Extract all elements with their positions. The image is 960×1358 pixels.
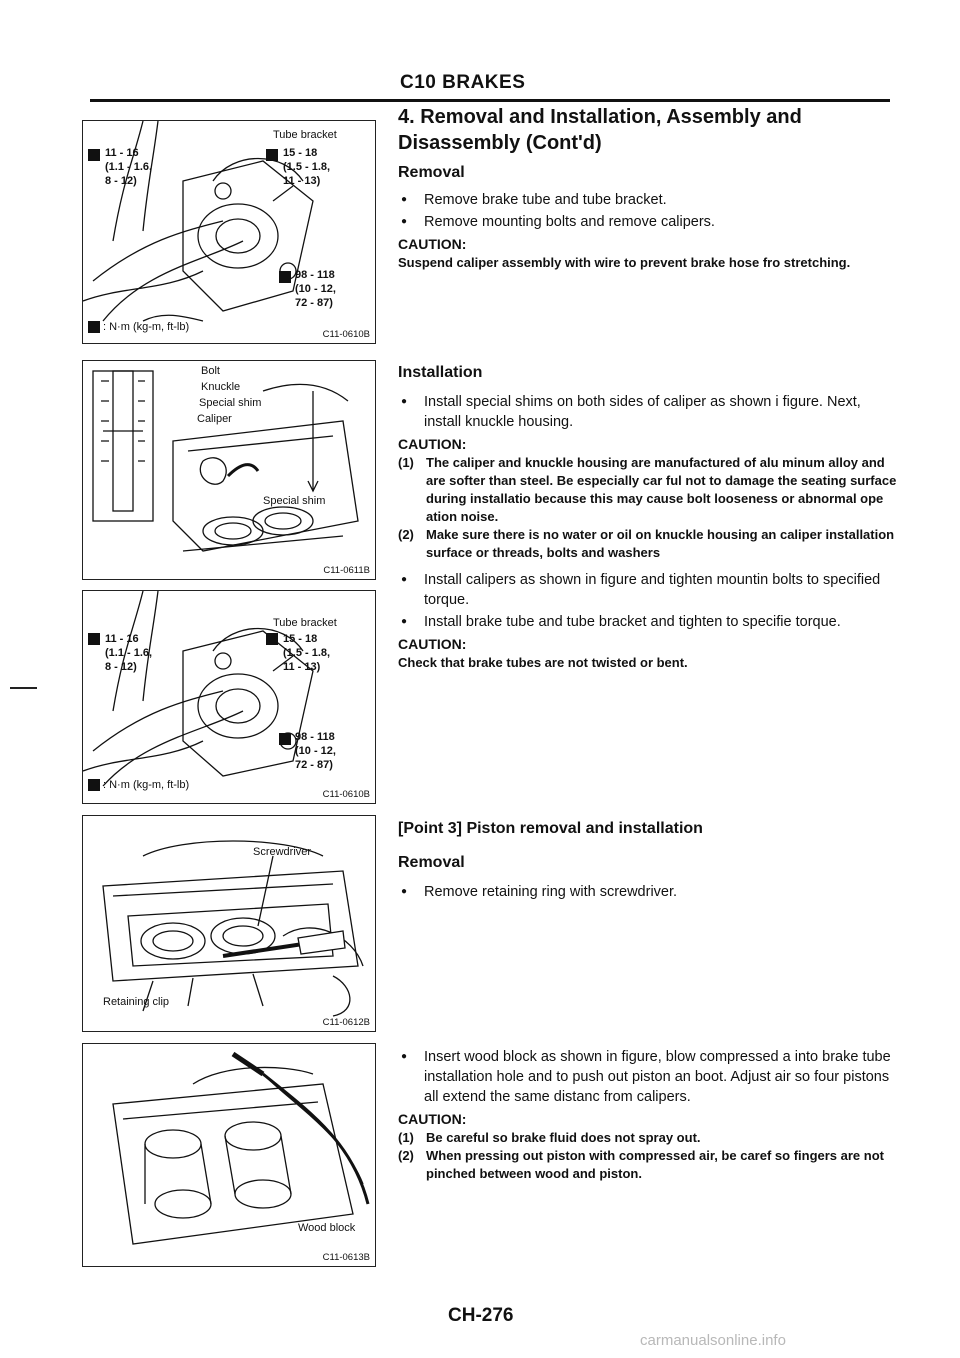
removal-step-2: ● Remove mounting bolts and remove calipers.	[398, 212, 898, 232]
figure-knuckle-shim	[82, 360, 376, 580]
knuckle-label: Knuckle	[201, 381, 241, 393]
figure-code: C11-0610B	[322, 329, 370, 340]
torque-left-2: (1.1 - 1.6,	[105, 647, 153, 659]
figure-caliper-torque-2	[82, 590, 376, 804]
retaining-clip-label: Retaining clip	[103, 996, 170, 1008]
torque-bottom-3: 72 - 87)	[295, 297, 333, 309]
figure-retaining-clip	[82, 815, 376, 1032]
caution-text: Make sure there is no water or oil on knuckle housing an caliper installation surface or threads, bolts and washers	[426, 527, 895, 560]
caution-text: Be careful so brake fluid does not spray out.	[426, 1130, 701, 1145]
torque-left-1: 11 - 16	[105, 147, 139, 159]
section-title-line1: 4. Removal and Installation, Assembly and	[398, 106, 802, 128]
removal-caution-label: CAUTION:	[398, 236, 467, 252]
torque-bottom-2: (10 - 12,	[295, 283, 336, 295]
torque-bottom-2: (10 - 12,	[295, 745, 336, 757]
margin-dash	[10, 687, 37, 689]
figure-code: C11-0612B	[322, 1017, 370, 1028]
installation-caution2-text: Check that brake tubes are not twisted or bent.	[398, 655, 688, 670]
section-header: C10 BRAKES	[400, 72, 526, 93]
text-wood-block	[398, 1045, 898, 1183]
installation-caution-2	[398, 526, 898, 562]
section-title-line2: Disassembly (Cont'd)	[398, 132, 602, 154]
units-label: : N·m (kg-m, ft-lb)	[103, 779, 190, 791]
figure-caliper-torque-1	[82, 120, 376, 344]
torque-left-2: (1.1 - 1.6,	[105, 161, 153, 173]
torque-right-3: 11 - 13)	[283, 175, 321, 187]
torque-right-1: 15 - 18	[283, 147, 318, 159]
caution-text: When pressing out piston with compressed air, be caref so fingers are not pinched between wood and piston.	[426, 1148, 884, 1181]
torque-right-2: (1.5 - 1.8,	[283, 647, 331, 659]
point3-caution-1	[398, 1129, 898, 1147]
installation-step-2: ● Install calipers as shown in figure and tighten mountin bolts to specified torque.	[398, 570, 898, 610]
removal-step-1: ● Remove brake tube and tube bracket.	[398, 190, 898, 210]
point3-caution-label: CAUTION:	[398, 1111, 467, 1127]
header-rule	[90, 99, 890, 102]
torque-left-3: 8 - 12)	[105, 175, 137, 187]
screwdriver-label: Screwdriver	[253, 846, 312, 858]
torque-left-1: 11 - 16	[105, 633, 139, 645]
caution-text: The caliper and knuckle housing are manufactured of alu minum alloy and are softer than steel. Be especially car ful not to damage the seating surface during installatio because this may cause bolt looseness or abnormal ope ation noise.	[426, 455, 897, 524]
figure-code: C11-0610B	[322, 789, 370, 800]
caution-number: (2)	[398, 527, 414, 542]
caution-number: (1)	[398, 455, 414, 470]
point3-caution-2	[398, 1147, 898, 1183]
removal-caution-text: Suspend caliper assembly with wire to prevent brake hose fro stretching.	[398, 255, 851, 270]
caution-number: (1)	[398, 1130, 414, 1145]
installation-caution-1	[398, 454, 898, 526]
torque-right-2: (1.5 - 1.8,	[283, 161, 331, 173]
caliper-label: Caliper	[197, 413, 232, 425]
torque-right-1: 15 - 18	[283, 633, 318, 645]
figure-wood-block	[82, 1043, 376, 1267]
special-shim-label: Special shim	[199, 397, 262, 409]
installation-caution-label: CAUTION:	[398, 436, 467, 452]
bolt-label: Bolt	[201, 365, 220, 377]
text-installation	[398, 362, 898, 672]
watermark: carmanualsonline.info	[640, 1332, 786, 1349]
torque-bottom-1: 98 - 118	[295, 269, 335, 281]
point3-step-1: ● Remove retaining ring with screwdriver.	[398, 882, 898, 902]
torque-bottom-1: 98 - 118	[295, 731, 335, 743]
installation-step-3: ● Install brake tube and tube bracket and tighten to specifie torque.	[398, 612, 898, 632]
caution-number: (2)	[398, 1148, 414, 1163]
torque-bottom-3: 72 - 87)	[295, 759, 333, 771]
wood-block-label: Wood block	[298, 1222, 356, 1234]
torque-right-3: 11 - 13)	[283, 661, 321, 673]
point3-step-2: ● Insert wood block as shown in figure, blow compressed a into brake tube installation hole and to push out piston an boot. Adjust air so four pistons all extend the same distanc from calipers.	[398, 1047, 898, 1107]
units-label: : N·m (kg-m, ft-lb)	[103, 321, 190, 333]
torque-left-3: 8 - 12)	[105, 661, 137, 673]
installation-caution2-label: CAUTION:	[398, 636, 467, 652]
installation-step-1: ● Install special shims on both sides of caliper as shown i figure. Next, install knuckle housing.	[398, 392, 898, 432]
point3-heading: [Point 3] Piston removal and installation	[398, 820, 703, 837]
tube-bracket-label: Tube bracket	[273, 617, 337, 629]
text-point3	[398, 818, 898, 904]
removal-heading: Removal	[398, 164, 465, 181]
tube-bracket-label: Tube bracket	[273, 129, 337, 141]
figure-code: C11-0613B	[322, 1252, 370, 1263]
point3-removal-heading: Removal	[398, 854, 465, 871]
text-removal-installation	[398, 104, 898, 272]
knuckle-shim-illustration	[83, 361, 375, 579]
figure-code: C11-0611B	[323, 565, 370, 576]
page-number: CH-276	[448, 1305, 514, 1326]
special-shim-label-2: Special shim	[263, 495, 326, 507]
installation-heading: Installation	[398, 364, 483, 381]
